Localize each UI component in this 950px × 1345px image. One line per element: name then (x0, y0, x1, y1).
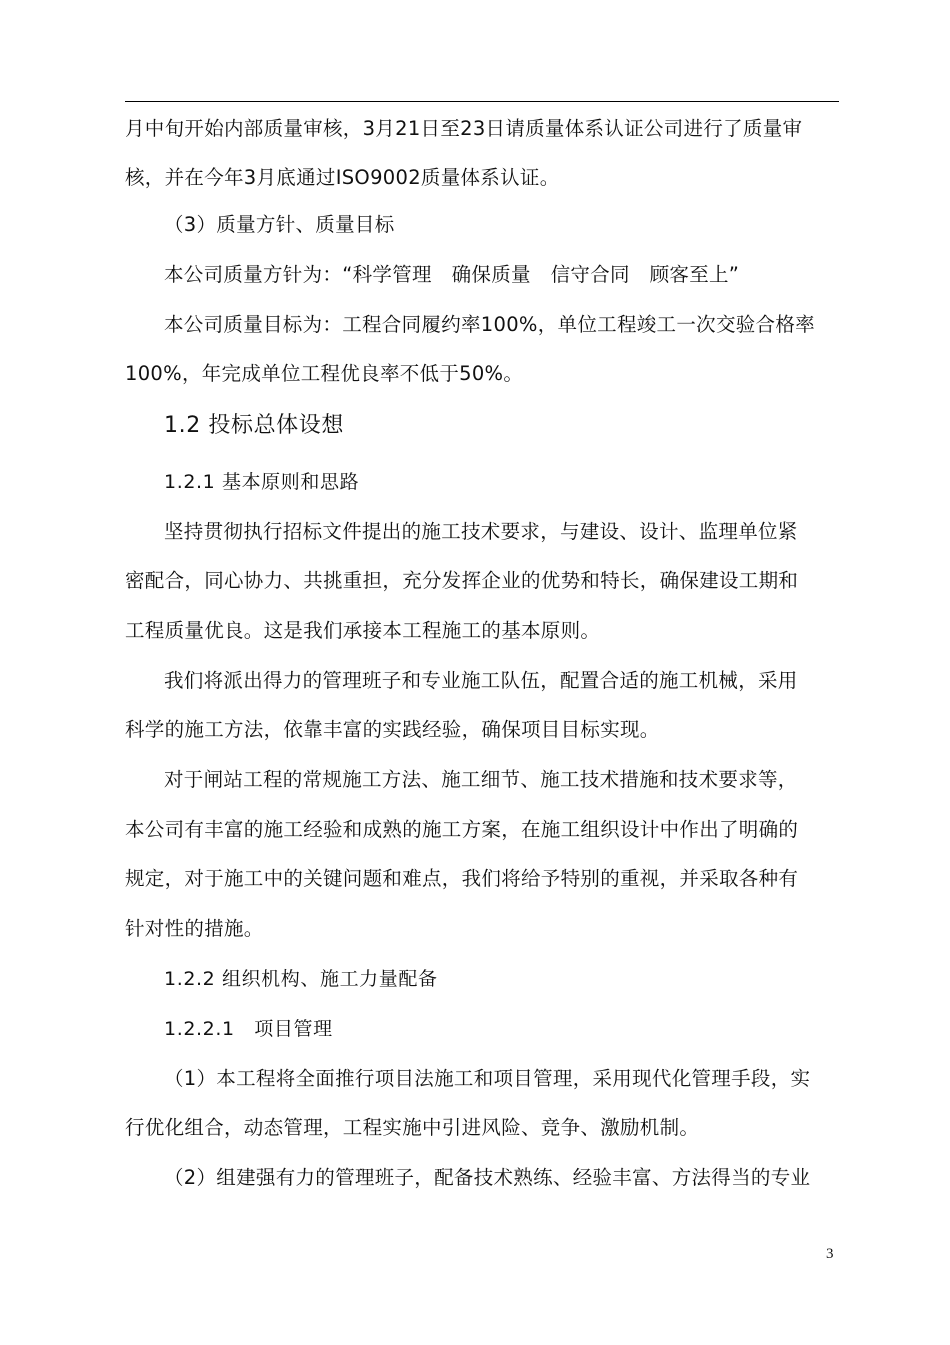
paragraph-line: 本公司质量目标为：工程合同履约率100%，单位工程竣工一次交验合格率 (164, 313, 815, 336)
paragraph-line: 工程质量优良。这是我们承接本工程施工的基本原则。 (125, 619, 601, 642)
paragraph-line: 针对性的措施。 (125, 917, 264, 940)
page-number: 3 (826, 1246, 834, 1262)
paragraph-line: 密配合，同心协力、共挑重担，充分发挥企业的优势和特长，确保建设工期和 (125, 569, 799, 592)
paragraph-line: 对于闸站工程的常规施工方法、施工细节、施工技术措施和技术要求等， (164, 768, 798, 791)
paragraph-line: 科学的施工方法，依靠丰富的实践经验，确保项目目标实现。 (125, 718, 660, 741)
paragraph-line: 我们将派出得力的管理班子和专业施工队伍，配置合适的施工机械，采用 (164, 669, 798, 692)
paragraph-line: 核，并在今年3月底通过ISO9002质量体系认证。 (125, 166, 560, 189)
paragraph-line: （2）组建强有力的管理班子，配备技术熟练、经验丰富、方法得当的专业 (164, 1166, 811, 1189)
list-heading: （3）质量方针、质量目标 (164, 213, 395, 236)
paragraph-line: 月中旬开始内部质量审核，3月21日至23日请质量体系认证公司进行了质量审 (125, 117, 803, 140)
subsection-heading: 1.2.2 组织机构、施工力量配备 (164, 968, 438, 990)
paragraph-line: 行优化组合，动态管理，工程实施中引进风险、竞争、激励机制。 (125, 1116, 700, 1139)
header-rule (125, 101, 839, 102)
paragraph-line: 本公司有丰富的施工经验和成熟的施工方案，在施工组织设计中作出了明确的 (125, 818, 799, 841)
paragraph-line: （1）本工程将全面推行项目法施工和项目管理，采用现代化管理手段，实 (164, 1067, 811, 1090)
paragraph-line: 100%，年完成单位工程优良率不低于50%。 (125, 362, 524, 385)
subsubsection-heading: 1.2.2.1 项目管理 (164, 1018, 333, 1040)
section-heading: 1.2 投标总体设想 (164, 413, 344, 438)
paragraph-line: 规定，对于施工中的关键问题和难点，我们将给予特别的重视，并采取各种有 (125, 867, 799, 890)
paragraph-line: 本公司质量方针为：“科学管理 确保质量 信守合同 顾客至上” (164, 263, 740, 286)
paragraph-line: 坚持贯彻执行招标文件提出的施工技术要求，与建设、设计、监理单位紧 (164, 520, 798, 543)
subsection-heading: 1.2.1 基本原则和思路 (164, 471, 360, 493)
